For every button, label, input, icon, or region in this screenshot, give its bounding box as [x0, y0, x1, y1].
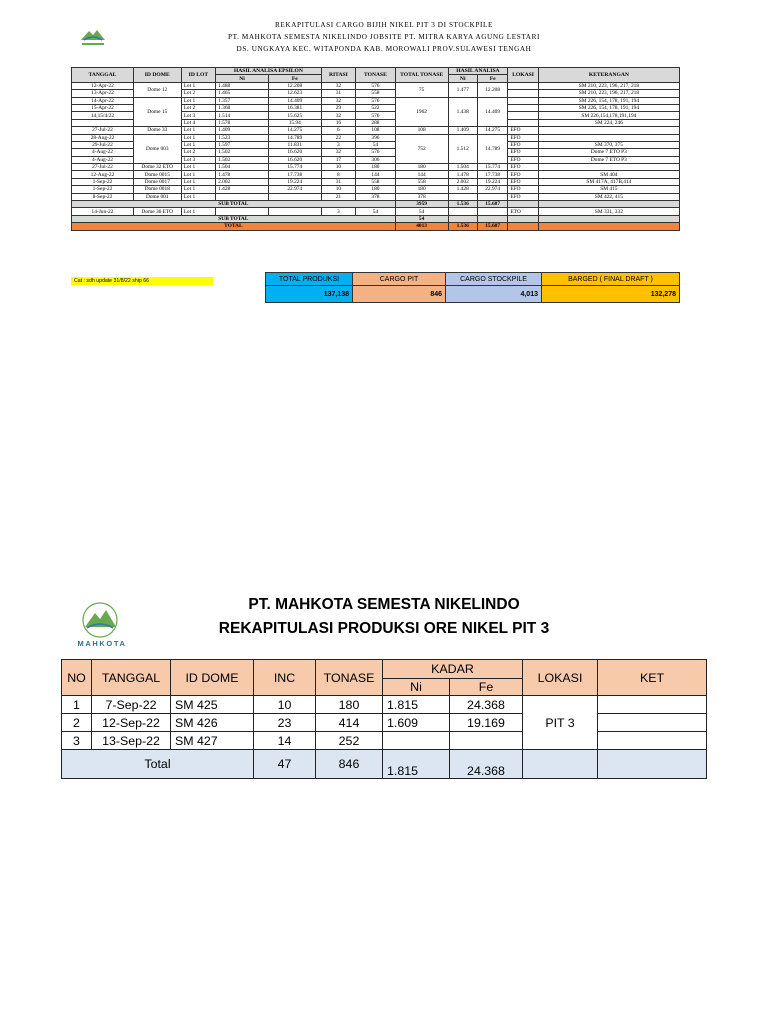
address-line: DS. UNGKAYA KEC. WITAPONDA KAB. MOROWALI PROV.SULAWESI TENGAH [236, 45, 532, 53]
table-row: 4-Aug-22 Lot 3 1.502 16.620 17 306 EFO Dome 7 ETO P3 [72, 156, 680, 163]
col-inc: INC [254, 660, 316, 696]
table-row: 1 7-Sep-22 SM 425 10 180 1.815 24.368 PIT 3 [62, 696, 707, 714]
subtotal-row: SUB TOTAL 54 [72, 215, 680, 222]
col-total-tonase: TOTAL TONASE [395, 68, 448, 83]
col-lokasi: LOKASI [523, 660, 598, 696]
cargo-stockpile-value: 4,013 [446, 286, 542, 303]
summary-table [265, 272, 680, 303]
table-row: 3 13-Sep-22 SM 427 14 252 [62, 732, 707, 750]
col-id-lot: ID LOT [181, 68, 216, 83]
table-row: 1-Sep-22 Dome 0018 Lot 1 1.428 22.974 10 180 180 1.428 22.974 EFO SM 415 [72, 186, 680, 193]
company-line: PT. MAHKOTA SEMESTA NIKELINDO JOBSITE PT. MITRA KARYA AGUNG LESTARI [228, 33, 540, 41]
total-row: TOTAL 4013 1.536 15.687 [72, 223, 680, 230]
report-title: REKAPITULASI CARGO BIJIH NIKEL PIT 3 DI STOCKPILE [275, 21, 493, 29]
table-row: 14-Apr-22 Dome 15 Lot 1 1.357 14.409 32 576 1962 1.438 14.409 SM 226, 154, 178, 191, 194 [72, 97, 680, 104]
table-row: 14-Jun-22 Dome 36 ETO Lot 1 3 54 54 ETO SM 331, 332 [72, 208, 680, 215]
barged-value: 132,278 [542, 286, 680, 303]
table-row: 27-Jul-22 Dome 33 Lot 1 1.409 14.275 6 108 108 1.409 14.275 EFO [72, 127, 680, 134]
table-row: 8-Sep-22 Dome 001 Lot 1 21 378 378 EFO SM 422, 415 [72, 193, 680, 200]
table-row: 15-Apr-22 Lot 2 1.368 16.381 29 522 SM 226, 154, 178, 191, 194 [72, 104, 680, 111]
col-id-dome: ID DOME [133, 68, 181, 83]
col-tanggal: TANGGAL [92, 660, 171, 696]
cargo-pit-label: CARGO PIT [353, 273, 446, 286]
table-row: 12-Apr-22 Dome 12 Lot 1 1.488 12.208 32 576 75 1.477 12.208 SM 210, 223, 196, 217, 218 [72, 82, 680, 89]
col-fe: Fe [268, 75, 321, 82]
barged-label: BARGED ( FINAL DRAFT ) [542, 273, 680, 286]
table-row: 2 12-Sep-22 SM 426 23 414 1.609 19.169 [62, 714, 707, 732]
col-fe: Fe [450, 679, 523, 696]
col-ket: KET [598, 660, 707, 696]
col-tonase: TONASE [316, 660, 383, 696]
table-row: 12-Aug-22 Dome 0015 Lot 1 1.478 17.738 8 144 144 1.478 17.738 EFO SM 404 [72, 171, 680, 178]
production-table [61, 659, 707, 779]
col-hasil-epsilon: HASIL ANALISA EPSILON [216, 68, 322, 75]
total-produksi-label: TOTAL PRODUKSI [266, 273, 353, 286]
col-lokasi: LOKASI [508, 68, 538, 83]
report-title-2: REKAPITULASI PRODUKSI ORE NIKEL PIT 3 [218, 620, 550, 637]
col-id-dome: ID DOME [171, 660, 254, 696]
col-ni: Ni [383, 679, 450, 696]
total-produksi-value: 137,138 [266, 286, 353, 303]
total-row: Total 47 846 1.815 24.368 [62, 750, 707, 779]
dome-cell: Dome 33 [133, 127, 181, 134]
stockpile-table [71, 67, 680, 231]
table-row: 14,15/4/22 Lot 3 1.514 15.625 32 576 SM 226,154,178,191,194 [72, 112, 680, 119]
table-row: 28-Aug-22 Dome 003 Lot 1 1.523 14.789 22 396 752 1.512 14.789 EFO [72, 134, 680, 141]
table-row: 1-Sep-22 Dome 0017 Lot 1 2.002 19.224 31 558 558 2.002 19.224 EFO SM 417A, 417B,414 [72, 178, 680, 185]
col-fe-analisa: Fe [477, 75, 507, 82]
table-row: 13-Apr-22 Lot 2 1.465 12.623 31 558 SM 210, 223, 196, 217, 218 [72, 90, 680, 97]
cargo-pit-value: 846 [353, 286, 446, 303]
table-row: 4-Aug-22 Lot 2 1.502 16.620 32 576 EFO Dome 7 ETO P3 [72, 149, 680, 156]
col-hasil-analisa: HASIL ANALISA [448, 68, 508, 75]
col-kadar: KADAR [383, 660, 523, 679]
cargo-stockpile-label: CARGO STOCKPILE [446, 273, 542, 286]
company-title: PT. MAHKOTA SEMESTA NIKELINDO [248, 596, 520, 613]
col-tonase: TONASE [356, 68, 396, 83]
lokasi-cell: PIT 3 [523, 696, 598, 750]
table-row: Lot 4 1.578 15.94 16 288 SM 224, 246 [72, 119, 680, 126]
dome-cell: Dome 003 [133, 134, 181, 164]
update-note: Cat : sdh update 31/8/22 ship 66 [71, 277, 213, 285]
col-ni: Ni [216, 75, 269, 82]
col-keterangan: KETERANGAN [538, 68, 679, 83]
dome-cell: Dome 15 [133, 97, 181, 127]
dome-cell: Dome 12 [133, 82, 181, 97]
table-row: 29-Jul-22 Lot 1 1.597 11.831 3 54 EFO SM 370, 375 [72, 141, 680, 148]
col-ritasi: RITASI [321, 68, 356, 83]
subtotal-row: SUB TOTAL 3959 1.536 15.687 [72, 201, 680, 208]
col-no: NO [62, 660, 92, 696]
table-row: 27-Jul-22 Dome 32 ETO Lot 1 1.504 15.774 10 180 180 1.504 15.774 EFO [72, 164, 680, 171]
brand-name: MAHKOTA [77, 639, 127, 648]
col-tanggal: TANGGAL [72, 68, 134, 83]
col-ni-analisa: Ni [448, 75, 477, 82]
